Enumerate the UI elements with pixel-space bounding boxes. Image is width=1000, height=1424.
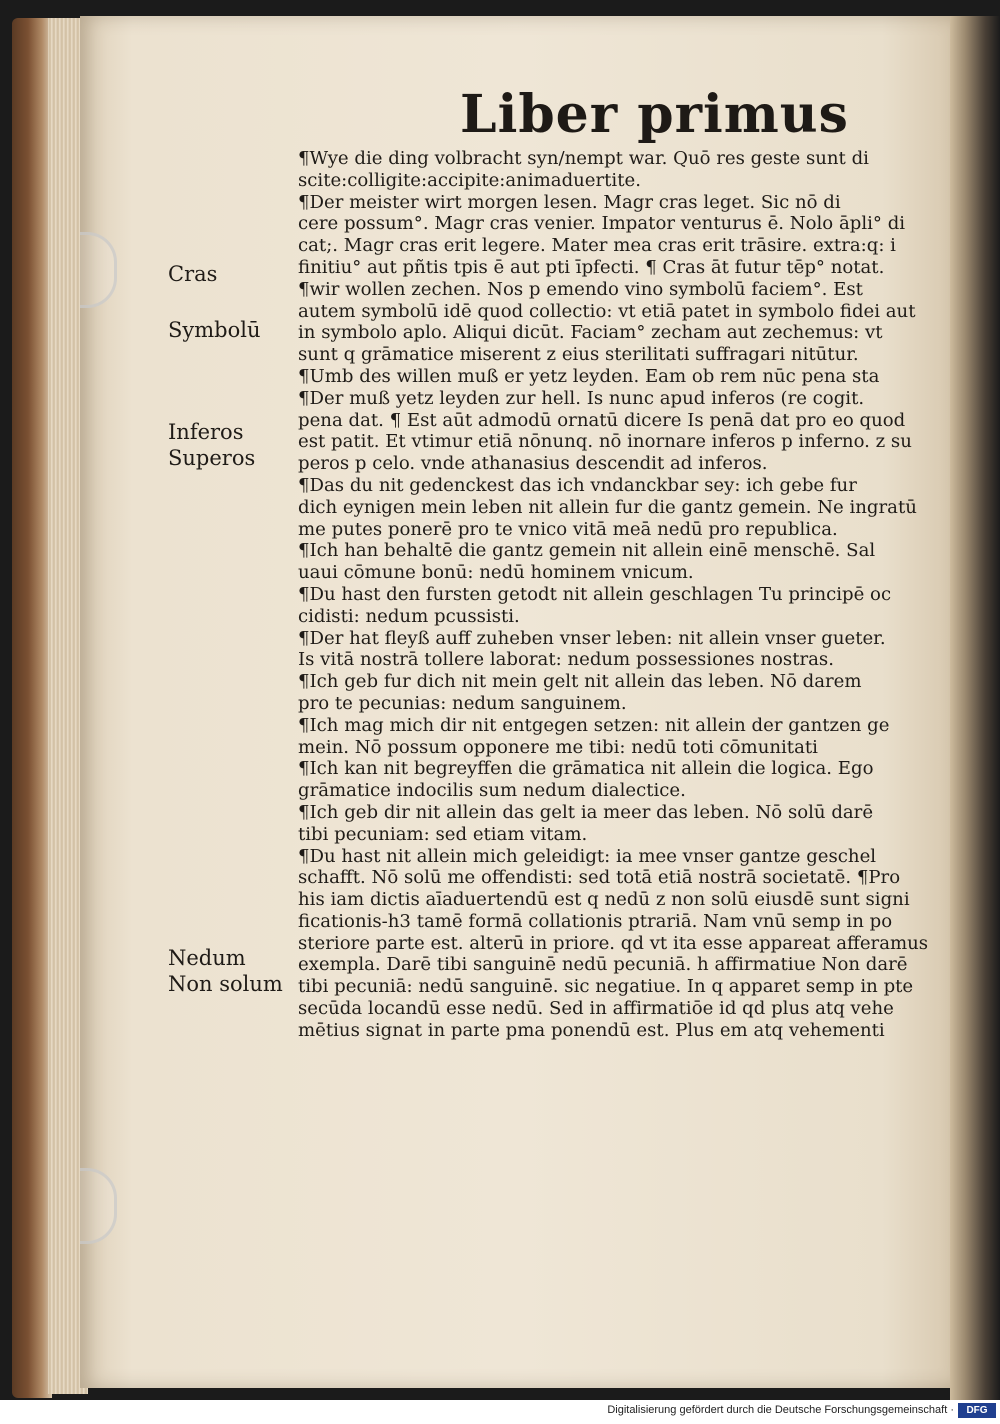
margin-note-nedum: Nedum <box>168 946 246 970</box>
text-line: pro te pecunias: nedum sanguinem. <box>298 692 627 714</box>
text-line: dich eynigen mein leben nit allein fur die gantz gemein. Ne ingratū <box>298 496 917 518</box>
margin-note-superos: Superos <box>168 446 256 470</box>
text-line: ¶Der hat fleyß auff zuheben vnser leben: nit allein vnser gueter. <box>298 627 886 649</box>
text-line: peros p celo. vnde athanasius descendit ad inferos. <box>298 453 768 475</box>
text-line: cat;. Magr cras erit legere. Mater mea cras erit trāsire. extra:q: i <box>298 235 896 257</box>
footer-credit: Digitalisierung gefördert durch die Deutsche Forschungsgemeinschaft · <box>607 1404 954 1416</box>
text-line: schafft. Nō solū me offendisti: sed totā etiā nostrā societatē. ¶Pro <box>298 867 901 889</box>
text-line: ¶Der muß yetz leyden zur hell. Is nunc apud inferos (re cogit. <box>298 387 865 409</box>
text-line: ficationis-h3 tamē formā collationis ptrariā. Nam vnū semp in po <box>298 910 893 932</box>
text-line: me putes ponerē pro te vnico vitā meā nedū pro republica. <box>298 518 838 540</box>
text-line: secūda locandū esse nedū. Sed in affirmatiōe id qd plus atq vehe <box>298 998 894 1020</box>
text-line: ¶wir wollen zechen. Nos p emendo vino symbolū faciem°. Est <box>298 278 863 300</box>
text-line: ¶Ich mag mich dir nit entgegen setzen: nit allein der gantzen ge <box>298 714 890 736</box>
text-line: his iam dictis aīaduertendū est q nedū z non solū eiusdē sunt signi <box>298 889 910 911</box>
text-line: exempla. Darē tibi sanguinē nedū pecuniā. h affirmatiue Non darē <box>298 954 908 976</box>
text-line: grāmatice indocilis sum nedum dialectice. <box>298 780 686 802</box>
text-line: ¶Umb des willen muß er yetz leyden. Eam ob rem nūc pena sta <box>298 365 880 387</box>
margin-note-non-solum: Non solum <box>168 972 283 996</box>
main-text-block <box>298 148 948 1042</box>
dfg-logo: DFG <box>958 1403 996 1418</box>
text-line: in symbolo aplo. Aliqui dicūt. Faciam° zecham aut zechemus: vt <box>298 322 883 344</box>
page-right-shadow <box>950 16 1000 1400</box>
text-line: tibi pecuniā: nedū sanguinē. sic negatiue. In q apparet semp in pte <box>298 976 914 998</box>
text-line: mētius signat in parte pma ponendū est. Plus em atq vehementi <box>298 1019 885 1041</box>
text-line: autem symbolū idē quod collectio: vt etiā patet in symbolo fidei aut <box>298 300 916 322</box>
text-line: cidisti: nedum pcussisti. <box>298 605 520 627</box>
text-line: est patit. Et vtimur etiā nōnunq. nō inornare inferos p inferno. z su <box>298 431 912 453</box>
text-line: pena dat. ¶ Est aūt admodū ornatū dicere Is penā dat pro eo quod <box>298 409 906 431</box>
text-line: Is vitā nostrā tollere laborat: nedum possessiones nostras. <box>298 649 834 671</box>
text-line: steriore parte est. alterū in priore. qd vt ita esse appareat afferamus <box>298 932 929 954</box>
text-line: ¶Du hast den fursten getodt nit allein geschlagen Tu principē oc <box>298 583 892 605</box>
text-line: finitiu° aut pñtis tpis ē aut pti īpfecti. ¶ Cras āt futur tēp° notat. <box>298 256 885 278</box>
footer-bar <box>0 1400 1000 1424</box>
text-line: sunt q grāmatice miserent z eius sterilitati suffragari nitūtur. <box>298 344 859 366</box>
text-line: ¶Ich geb dir nit allein das gelt ia meer das leben. Nō solū darē <box>298 801 874 823</box>
text-line: ¶Der meister wirt morgen lesen. Magr cras leget. Sic nō di <box>298 191 841 213</box>
text-line: ¶Das du nit gedenckest das ich vndanckbar sey: ich gebe fur <box>298 474 857 496</box>
text-line: scite:colligite:accipite:animaduertite. <box>298 169 641 191</box>
page-title: Liber primus <box>460 84 849 145</box>
text-line: uaui cōmune bonū: nedū hominem vnicum. <box>298 562 694 584</box>
text-line: cere possum°. Magr cras venier. Impator venturus ē. Nolo āpli° di <box>298 213 906 235</box>
text-line: mein. Nō possum opponere me tibi: nedū toti cōmunitati <box>298 736 818 758</box>
text-line: ¶Du hast nit allein mich geleidigt: ia mee vnser gantze geschel <box>298 845 877 867</box>
text-line: ¶Ich kan nit begreyffen die grāmatica nit allein die logica. Ego <box>298 758 874 780</box>
margin-note-inferos: Inferos <box>168 420 244 444</box>
book-spine-edge <box>12 18 52 1398</box>
text-line: ¶Ich geb fur dich nit mein gelt nit allein das leben. Nō darem <box>298 671 862 693</box>
margin-note-symbolum: Symbolū <box>168 318 261 342</box>
text-line: tibi pecuniam: sed etiam vitam. <box>298 823 588 845</box>
text-line: ¶Wye die ding volbracht syn/nempt war. Quō res geste sunt di <box>298 148 869 169</box>
text-line: ¶Ich han behaltē die gantz gemein nit allein einē menschē. Sal <box>298 540 876 562</box>
margin-note-cras: Cras <box>168 262 218 286</box>
